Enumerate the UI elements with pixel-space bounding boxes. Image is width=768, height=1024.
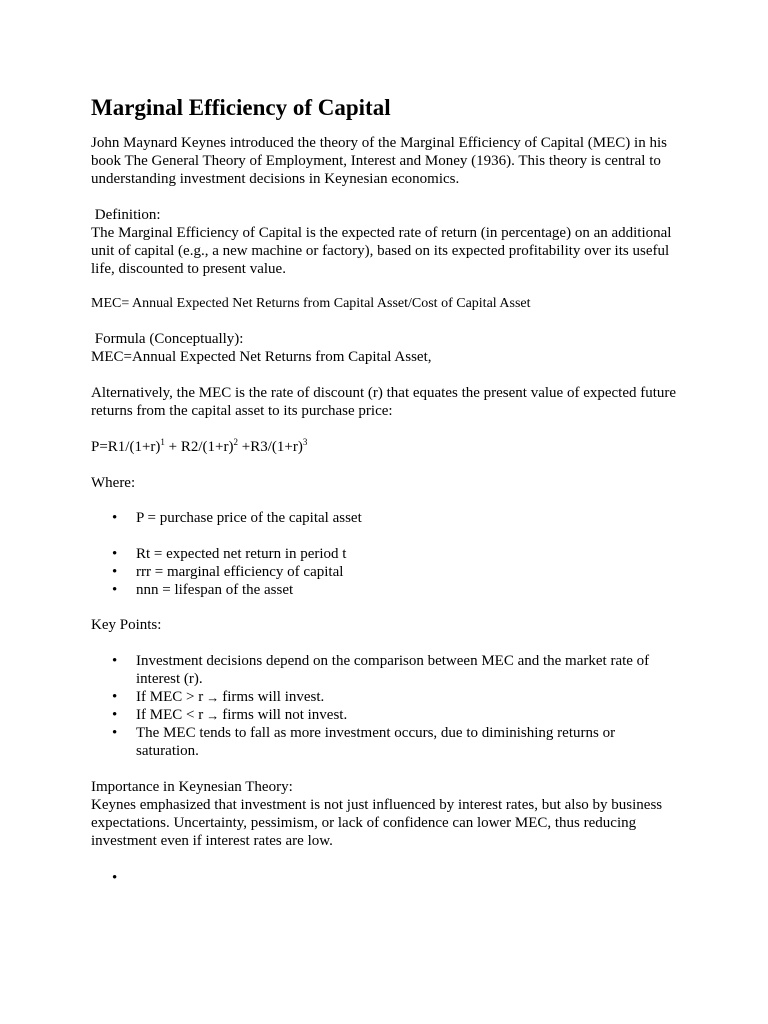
definition-paragraph: The Marginal Efficiency of Capital is the expected rate of return (in percentage) on an additional unit of capital (e.g., a new machine or factory), based on its expected profitability over its useful life, discounted to present value. bbox=[91, 225, 672, 277]
formula-line: MEC=Annual Expected Net Returns from Capital Asset, bbox=[91, 349, 432, 365]
where-list bbox=[91, 545, 681, 599]
condition-text: If MEC < r bbox=[136, 707, 204, 723]
list-item: • The MEC tends to fall as more investment occurs, due to diminishing returns or saturation. bbox=[91, 724, 681, 760]
list-item: • P = purchase price of the capital asset bbox=[91, 509, 681, 527]
list-item bbox=[91, 688, 681, 706]
arrow-right-icon: → bbox=[206, 690, 220, 705]
list-item: • Rt = expected net return in period t bbox=[91, 545, 681, 563]
equation-term-2: + R2/(1+r) bbox=[164, 439, 234, 455]
where-list-first bbox=[91, 509, 681, 527]
outcome-text: firms will invest. bbox=[222, 689, 325, 705]
list-item: • nnn = lifespan of the asset bbox=[91, 581, 681, 599]
mec-formula-line: MEC= Annual Expected Net Returns from Capital Asset/Cost of Capital Asset bbox=[91, 296, 531, 311]
list-item bbox=[91, 706, 681, 724]
list-item: • rrr = marginal efficiency of capital bbox=[91, 563, 681, 581]
document-title: Marginal Efficiency of Capital bbox=[91, 95, 391, 120]
where-label: Where: bbox=[91, 475, 136, 491]
equation-exponent-2: 2 bbox=[233, 437, 238, 447]
arrow-right-icon: → bbox=[206, 708, 220, 723]
importance-heading: Importance in Keynesian Theory: bbox=[91, 779, 293, 795]
importance-paragraph: Keynes emphasized that investment is not just influenced by interest rates, but also by business expectations. Uncertainty, pessimism, or lack of confidence can lower MEC, thus reducing investment even if interest rates are low. bbox=[91, 797, 663, 849]
condition-text: If MEC > r bbox=[136, 689, 204, 705]
outcome-text: firms will not invest. bbox=[222, 707, 348, 723]
formula-heading: Formula (Conceptually): bbox=[91, 331, 244, 347]
empty-list bbox=[91, 869, 681, 887]
equation-exponent-1: 1 bbox=[160, 437, 165, 447]
key-points-list bbox=[91, 652, 681, 760]
definition-heading: Definition: bbox=[91, 207, 161, 223]
intro-paragraph: John Maynard Keynes introduced the theory of the Marginal Efficiency of Capital (MEC) in his book The General Theory of Employment, Interest and Money (1936). This theory is central to understanding investment decisions in Keynesian economics. bbox=[91, 135, 667, 187]
discount-equation bbox=[91, 438, 681, 456]
list-item: • Investment decisions depend on the comparison between MEC and the market rate of interest (r). bbox=[91, 652, 681, 688]
equation-exponent-3: 3 bbox=[302, 437, 308, 447]
empty-list-item bbox=[91, 869, 681, 887]
key-points-label: Key Points: bbox=[91, 617, 162, 633]
alternative-paragraph: Alternatively, the MEC is the rate of discount (r) that equates the present value of expected future returns from the capital asset to its purchase price: bbox=[91, 385, 677, 419]
equation-term-3: +R3/(1+r) bbox=[238, 439, 303, 455]
equation-term-1: P=R1/(1+r) bbox=[91, 439, 161, 455]
document-body bbox=[91, 94, 681, 887]
